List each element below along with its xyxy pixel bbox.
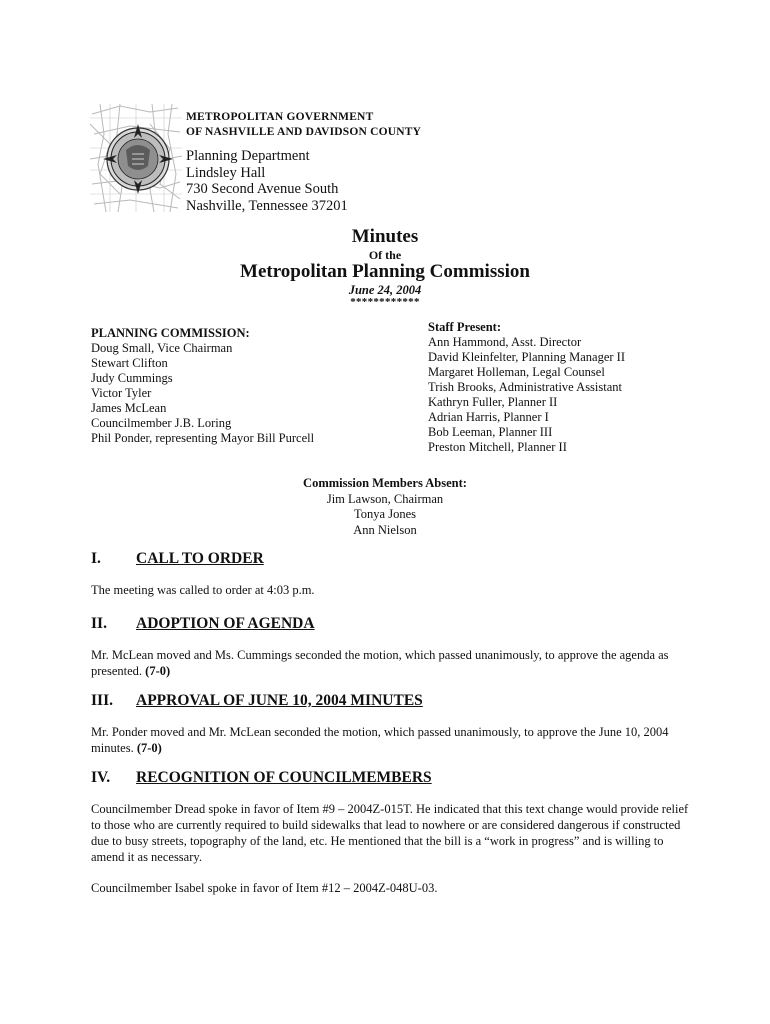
section-title: ADOPTION OF AGENDA [136,615,315,632]
address-line: Lindsley Hall [186,164,266,181]
commission-member: Victor Tyler [91,386,152,400]
staff-member: Adrian Harris, Planner I [428,410,549,424]
section-paragraph [91,880,691,896]
vote-count: (7-0) [145,664,171,678]
commission-member: Judy Cummings [91,371,173,385]
government-name-line-1: METROPOLITAN GOVERNMENT [186,111,374,123]
section-number: I. [91,550,101,567]
paragraph-text: Councilmember Isabel spoke in favor of Item #12 – 2004Z-048U-03. [91,881,438,895]
section-call-to-order [91,550,691,598]
commission-member: James McLean [91,401,167,415]
section-paragraph [91,582,691,598]
commission-member: Councilmember J.B. Loring [91,416,232,430]
absent-member: Tonya Jones [354,507,416,521]
staff-member: Ann Hammond, Asst. Director [428,335,582,349]
commission-member: Stewart Clifton [91,356,168,370]
commission-members-list [91,326,411,446]
commission-heading: PLANNING COMMISSION: [91,326,250,340]
vote-count: (7-0) [136,741,162,755]
paragraph-text: Mr. McLean moved and Ms. Cummings seconded the motion, which passed unanimously, to approve the agenda as presented. [91,648,669,678]
absent-member: Ann Nielson [353,522,417,537]
section-title: CALL TO ORDER [136,550,264,567]
section-title: APPROVAL OF JUNE 10, 2004 MINUTES [136,692,423,709]
section-heading [91,550,691,570]
staff-member: Trish Brooks, Administrative Assistant [428,380,623,394]
title-divider-stars: ************ [350,296,420,308]
section-heading [91,769,691,789]
address-line: Nashville, Tennessee 37201 [186,197,348,214]
address-line: 730 Second Avenue South [186,181,339,197]
staff-member: Preston Mitchell, Planner II [428,440,567,454]
paragraph-text: Mr. Ponder moved and Mr. McLean seconded the motion, which passed unanimously, to approve the June 10, 2004 minutes. [91,725,669,755]
section-number: II. [91,615,107,632]
section-paragraph [91,801,691,865]
section-heading [91,615,691,635]
section-paragraph [91,724,691,756]
letterhead [186,110,586,214]
staff-member: Bob Leeman, Planner III [428,425,553,439]
government-name-line-2: OF NASHVILLE AND DAVIDSON COUNTY [186,126,422,138]
title-of-the: Of the [368,248,402,262]
commission-member: Phil Ponder, representing Mayor Bill Purcell [91,431,315,445]
section-number: IV. [91,769,111,786]
address-line: Planning Department [186,148,310,164]
absent-member: Jim Lawson, Chairman [326,491,444,506]
staff-present-list [428,320,718,455]
section-approval-of-minutes [91,692,691,756]
staff-member: Kathryn Fuller, Planner II [428,395,558,409]
meeting-date: June 24, 2004 [348,283,422,297]
commission-member: Doug Small, Vice Chairman [91,341,233,355]
department-address [186,148,586,214]
paragraph-text: Councilmember Dread spoke in favor of Item #9 – 2004Z-015T. He indicated that this text change would provide relief to those who are currently required to build sidewalks that lead to nowhere or are considered dangerous if constructed due to busy streets, topography of the land, etc. He mentioned that the bill is a “work in progress” and is willing to amend it as necessary. [91,802,689,864]
document-title: Minutes [351,226,419,247]
metro-seal-logo [90,104,182,212]
commission-title: Metropolitan Planning Commission [240,261,530,282]
section-heading [91,692,691,712]
paragraph-text: The meeting was called to order at 4:03 p.m. [91,583,315,597]
section-adoption-of-agenda [91,615,691,679]
absent-heading: Commission Members Absent: [303,476,467,490]
section-title: RECOGNITION OF COUNCILMEMBERS [136,769,432,786]
staff-heading: Staff Present: [428,320,502,334]
section-number: III. [91,692,113,709]
staff-member: Margaret Holleman, Legal Counsel [428,365,605,379]
staff-member: David Kleinfelter, Planning Manager II [428,350,626,364]
section-paragraph [91,647,691,679]
absent-members-list [0,476,770,538]
section-recognition-of-councilmembers [91,769,691,896]
